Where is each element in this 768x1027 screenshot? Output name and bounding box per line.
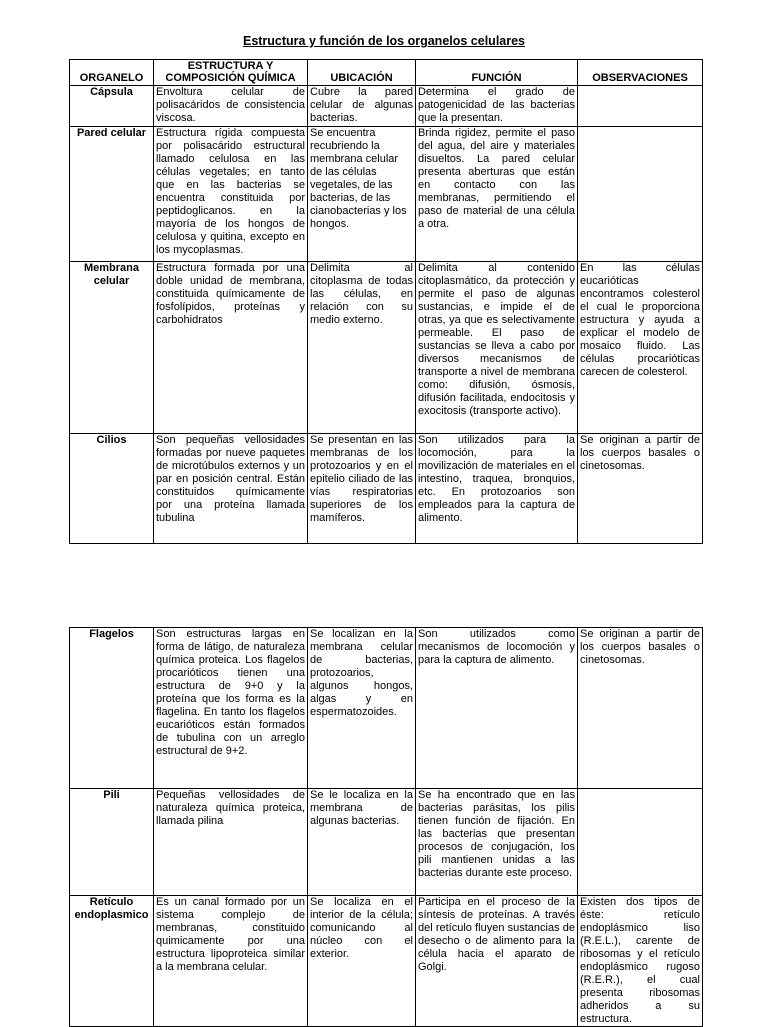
table-row: [70, 789, 703, 896]
function-cell: Son utilizados para la locomoción, para la movilización de materiales en el intestino, traquea, bronquios, etc. En protozoarios son empleados para la captura de alimento.: [416, 434, 578, 544]
structure-cell: Son pequeñas vellosidades formadas por nueve paquetes de microtúbulos externos y un par en posición central. Están constituidos químicamente por una proteína llamada tubulina: [154, 434, 308, 544]
location-cell: Cubre la pared celular de algunas bacterias.: [308, 86, 416, 127]
location-cell: Se encuentra recubriendo la membrana celular de las células vegetales, de las bacterias, de las cianobacterias y los hongos.: [308, 127, 416, 262]
function-cell: Brinda rigidez, permite el paso del agua, del aire y materiales disueltos. La pared celular presenta aberturas que están en contacto con las membranas, permitiendo el paso de material de una célula a otra.: [416, 127, 578, 262]
page-title: Estructura y función de los organelos celulares: [242, 34, 526, 48]
function-cell: Participa en el proceso de la síntesis de proteínas. A través del retículo fluyen sustancias de desecho o de alimento para la célula hacia el aparato de Golgi.: [416, 896, 578, 1027]
organelle-name: Cilios: [70, 434, 154, 544]
header-ubicacion: UBICACIÓN: [308, 60, 416, 86]
organelle-name: Pili: [70, 789, 154, 896]
structure-cell: Es un canal formado por un sistema complejo de membranas, constituido quimicamente por una estructura lipoproteica similar a la membrana celular.: [154, 896, 308, 1027]
observations-cell: Se originan a partir de los cuerpos basales o cinetosomas.: [578, 434, 703, 544]
organelle-name: Flagelos: [70, 628, 154, 789]
table-row: [70, 628, 703, 789]
structure-cell: Envoltura celular de polisacáridos de consistencia viscosa.: [154, 86, 308, 127]
structure-cell: Son estructuras largas en forma de látigo, de naturaleza química proteica. Los flagelos procarióticos tienen una estructura de 9+0 y la proteína que los forma es la flagelina. En tanto los flagelos eucarióticos están formados de tubulina con un arreglo estructural de 9+2.: [154, 628, 308, 789]
header-estructura: ESTRUCTURA Y COMPOSICIÓN QUÍMICA: [154, 60, 308, 86]
organelle-name: Cápsula: [70, 86, 154, 127]
organelle-name: Pared celular: [70, 127, 154, 262]
structure-cell: Estructura rígida compuesta por polisacárido estructural llamado celulosa en las células vegetales; en tanto que en las bacterias se encuentra constituida por peptidoglicanos. en la mayoría de los hongos de celulosa y quitina, excepto en los mycoplasmas.: [154, 127, 308, 262]
table-row: [70, 86, 703, 127]
function-cell: Delimita al contenido citoplasmático, da protección y permite el paso de algunas sustancias, e impide el de otras, ya que es selectivamente permeable. El paso de sustancias se lleva a cabo por diversos mecanismos de transporte a nivel de membrana como: difusión, ósmosis, difusión facilitada, endocitosis y exocitosis (transporte activo).: [416, 262, 578, 434]
header-organelo: ORGANELO: [70, 60, 154, 86]
table-row: [70, 896, 703, 1027]
table-header-row: [70, 60, 703, 86]
organelle-name: Membrana celular: [70, 262, 154, 434]
observations-cell: Se originan a partir de los cuerpos basales o cinetosomas.: [578, 628, 703, 789]
organelles-table-1: [69, 59, 703, 544]
function-cell: Son utilizados como mecanismos de locomoción y para la captura de alimento.: [416, 628, 578, 789]
function-cell: Se ha encontrado que en las bacterias parásitas, los pilis tienen función de fijación. En las bacterias que presentan procesos de conjugación, los pili mantienen unidas a las bacterias durante este proceso.: [416, 789, 578, 896]
structure-cell: Pequeñas vellosidades de naturaleza química proteica, llamada pilina: [154, 789, 308, 896]
location-cell: Delimita al citoplasma de todas las células, en relación con su medio externo.: [308, 262, 416, 434]
structure-cell: Estructura formada por una doble unidad de membrana, constituida químicamente de fosfolípidos, proteínas y carbohidratos: [154, 262, 308, 434]
header-observaciones: OBSERVACIONES: [578, 60, 703, 86]
location-cell: Se le localiza en la membrana de algunas bacterias.: [308, 789, 416, 896]
function-cell: Determina el grado de patogenicidad de las bacterias que la presentan.: [416, 86, 578, 127]
observations-cell: En las células eucarióticas encontramos colesterol el cual le proporciona estructura y ayuda a explicar el modelo de mosaico fluido. Las células procarióticas carecen de colesterol.: [578, 262, 703, 434]
header-funcion: FUNCIÓN: [416, 60, 578, 86]
location-cell: Se localizan en la membrana celular de bacterias, protozoarios, algunos hongos, algas y en espermatozoides.: [308, 628, 416, 789]
location-cell: Se localiza en el interior de la célula; comunicando al núcleo con el exterior.: [308, 896, 416, 1027]
location-cell: Se presentan en las membranas de los protozoarios y en el epitelio ciliado de las vías respiratorias superiores de los mamíferos.: [308, 434, 416, 544]
table-row: [70, 262, 703, 434]
observations-cell: [578, 789, 703, 896]
observations-cell: [578, 86, 703, 127]
observations-cell: Existen dos tipos de éste: retículo endoplásmico liso (R.E.L.), carente de ribosomas y el retículo endoplásmico rugoso (R.E.R.), el cual presenta ribosomas adheridos a su estructura.: [578, 896, 703, 1027]
table-row: [70, 434, 703, 544]
organelles-table-2: [69, 627, 703, 1027]
table-row: [70, 127, 703, 262]
organelle-name: Retículo endoplasmico: [70, 896, 154, 1027]
observations-cell: [578, 127, 703, 262]
